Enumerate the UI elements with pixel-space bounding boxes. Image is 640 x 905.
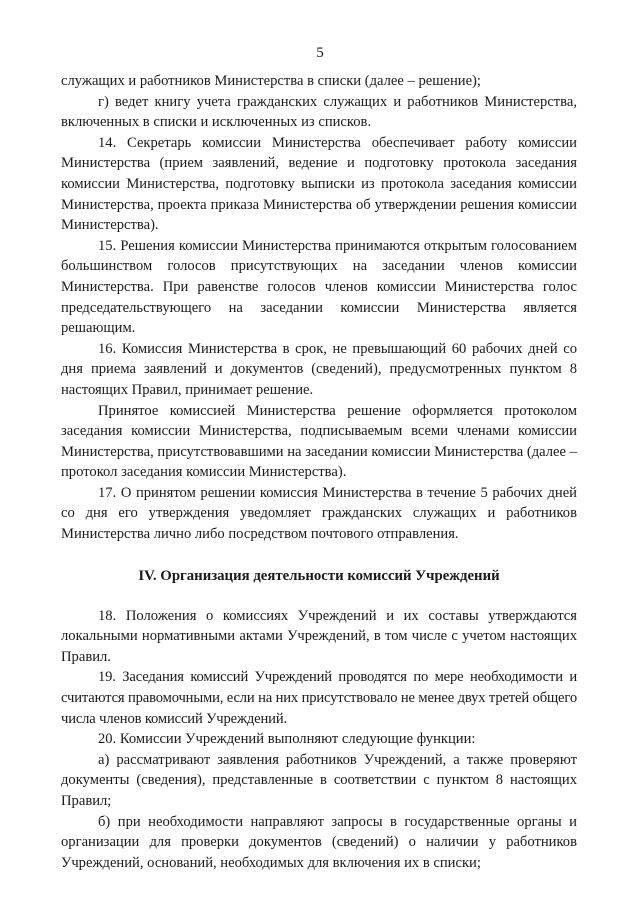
paragraph-16: 16. Комиссия Министерства в срок, не превышающий 60 рабочих дней со дня приема заявлений и документов (сведений), предусмотренных пунктом 8 настоящих Правил, принимает решение. (61, 340, 577, 398)
paragraph-16-protocol: Принятое комиссией Министерства решение оформляется протоколом заседания комиссии Министерства, подписываемым всеми членами комиссии Министерства, присутствовавшими на заседании комиссии Министерства (далее – протокол заседания комиссии Министерства). (61, 402, 577, 481)
paragraph-item-a: а) рассматривают заявления работников Учреждений, а также проверяют документы (сведения), представленные в соответствии с пунктом 8 настоящих Правил; (61, 751, 577, 809)
section-heading: IV. Организация деятельности комиссий Учреждений (138, 567, 500, 584)
paragraph-continuation: служащих и работников Министерства в списки (далее – решение); (61, 73, 481, 89)
paragraph-19: 19. Заседания комиссий Учреждений проводятся по мере необходимости и считаются правомочными, если на них присутствовало не менее двух третей общего числа членов комиссий Учреждений. (61, 669, 577, 727)
paragraph-item-g: г) ведет книгу учета гражданских служащих и работников Министерства, включенных в списки и исключенных из списков. (61, 93, 577, 131)
paragraph-18: 18. Положения о комиссиях Учреждений и их составы утверждаются локальными нормативными актами Учреждений, в том числе с учетом настоящих Правил. (61, 607, 577, 665)
page-number: 5 (316, 45, 324, 61)
paragraph-14: 14. Секретарь комиссии Министерства обеспечивает работу комиссии Министерства (прием заявлений, ведение и подготовку протокола заседания комиссии Министерства, подготовку выписки из протокола заседания комиссии Министерства, проекта приказа Министерства об утверждении решения комиссии Министерства). (61, 134, 577, 234)
paragraph-item-b: б) при необходимости направляют запросы в государственные органы и организации для проверки документов (сведений) о наличии у работников Учреждений, оснований, необходимых для включения их в списки; (61, 813, 577, 871)
paragraph-17: 17. О принятом решении комиссия Министерства в течение 5 рабочих дней со дня его утверждения уведомляет гражданских служащих и работников Министерства лично либо посредством почтового отправления. (61, 484, 577, 543)
paragraph-15: 15. Решения комиссии Министерства принимаются открытым голосованием большинством голосов присутствующих на заседании членов комиссии Министерства. При равенстве голосов членов комиссии Министерства голос председательствующего на заседании комиссии Министерства является решающим. (61, 237, 577, 337)
paragraph-20: 20. Комиссии Учреждений выполняют следующие функции: (98, 731, 476, 748)
document-body (61, 71, 577, 873)
